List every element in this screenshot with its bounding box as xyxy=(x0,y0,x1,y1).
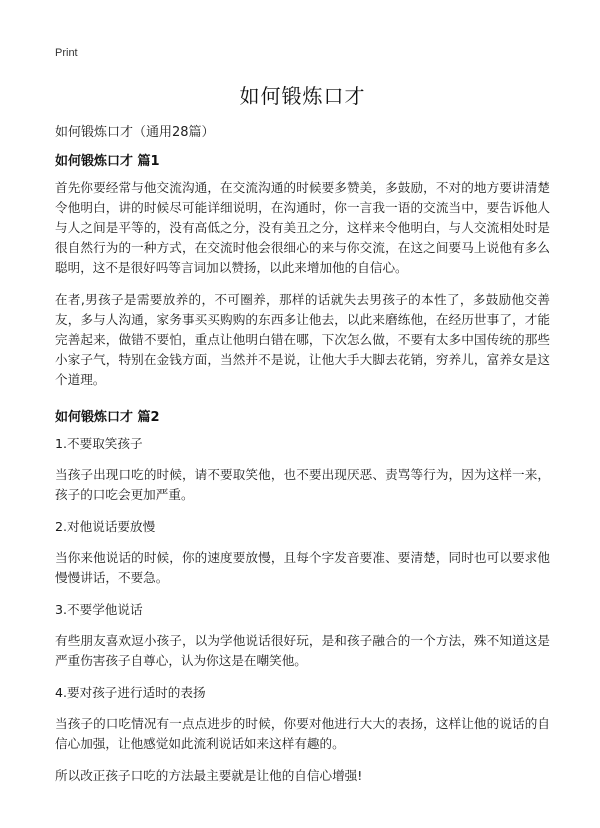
list-item-text: 有些朋友喜欢逗小孩子，以为学他说话很好玩，是和孩子融合的一个方法，殊不知道这是严重伤害孩子自尊心，认为你这是在嘲笑他。 xyxy=(55,633,550,668)
list-item-heading: 2.对他说话要放慢 xyxy=(55,519,156,534)
list-item-text: 当孩子出现口吃的时候，请不要取笑他，也不要出现厌恶、责骂等行为，因为这样一来，孩子的口吃会更加严重。 xyxy=(55,467,550,502)
document-subtitle: 如何锻炼口才（通用28篇） xyxy=(55,125,215,140)
section-heading: 如何锻炼口才 篇2 xyxy=(55,410,160,425)
section-1 xyxy=(55,150,550,390)
section-heading: 如何锻炼口才 篇1 xyxy=(55,154,160,169)
list-item-text: 当你来他说话的时候，你的速度要放慢，且每个字发音要准、要清楚，同时也可以要求他慢慢讲话，不要急。 xyxy=(55,550,550,585)
paragraph: 在者,男孩子是需要放养的，不可圈养，那样的话就失去男孩子的本性了，多鼓励他交善友，多与人沟通，家务事买买购购的东西多让他去，以此来磨练他，在经历世事了，才能完善起来，做错不要怕，重点让他明白错在哪，下次怎么做，不要有太多中国传统的那些小家子气，特别在金钱方面，当然并不是说，让他大手大脚去花销，穷养儿，富养女是这个道理。 xyxy=(55,292,550,387)
document-body xyxy=(55,150,550,798)
list-item-heading: 1.不要取笑孩子 xyxy=(55,436,143,451)
print-link[interactable]: Print xyxy=(55,47,78,59)
section-2 xyxy=(55,406,550,786)
list-item-text: 当孩子的口吃情况有一点点进步的时候，你要对他进行大大的表扬，这样让他的说话的自信心加强，让他感觉如此流利说话如来这样有趣的。 xyxy=(55,716,550,751)
closing-paragraph: 所以改正孩子口吃的方法最主要就是让他的自信心增强! xyxy=(55,768,363,783)
page-title: 如何锻炼口才 xyxy=(239,84,366,108)
paragraph: 首先你要经常与他交流沟通，在交流沟通的时候要多赞美，多鼓励，不对的地方要讲清楚令他明白，讲的时候尽可能详细说明，在沟通时，你一言我一语的交流当中，要告诉他人与人之间是平等的，没有高低之分，没有美丑之分，这样来令他明白，与人交流相处时是很自然行为的一种方式，在交流时他会很细心的来与你交流，在这之间要马上说他有多么聪明，这不是很好吗等言词加以赞扬，以此来增加他的自信心。 xyxy=(55,180,550,275)
list-item-heading: 4.要对孩子进行适时的表扬 xyxy=(55,685,206,700)
list-item-heading: 3.不要学他说话 xyxy=(55,602,143,617)
